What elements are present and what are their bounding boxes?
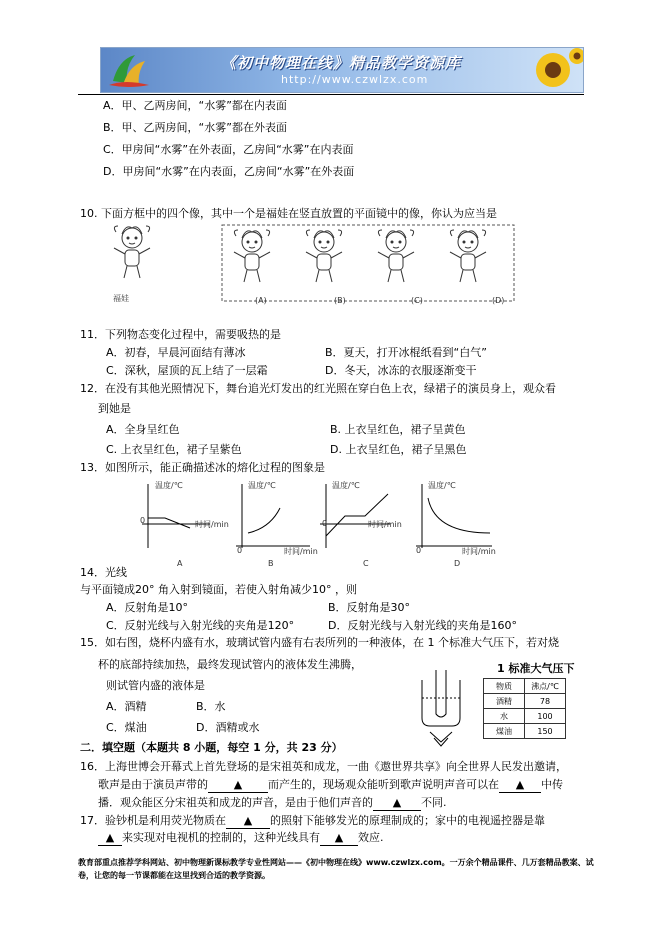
graph-b-ylabel: 温度/℃	[248, 481, 276, 490]
graph-b-xlabel: 时间/min	[284, 547, 318, 556]
q12-option-c: C. 上衣呈红色，裙子呈紫色	[106, 443, 242, 456]
q17-text: 效应.	[358, 831, 384, 844]
q14-option-c: C．反射光线与入射光线的夹角是120°	[106, 619, 295, 632]
graph-a-xlabel: 时间/min	[195, 520, 229, 529]
graph-d-xlabel: 时间/min	[462, 547, 496, 556]
q11-option-a: A．初春，早晨河面结有薄冰	[106, 346, 246, 359]
q12-stem-cont: 到她是	[98, 402, 131, 415]
graph-d-label: D	[454, 559, 461, 568]
fuwa-option-c	[378, 230, 414, 282]
q12-stem: 12．在没有其他光照情况下，舞台追光灯发出的红光照在穿白色上衣，绿裙子的演员身上，观众看	[80, 382, 556, 395]
banner-title: 《初中物理在线》精品教学资源库	[221, 54, 462, 72]
table-cell: 100	[525, 709, 566, 724]
q11-option-c: C．深秋，屋顶的瓦上结了一层霜	[106, 364, 268, 377]
table-cell: 78	[525, 694, 566, 709]
fuwa-original	[114, 226, 150, 278]
table-cell: 酒精	[484, 694, 525, 709]
logo-icon	[105, 51, 153, 89]
q16-text: 播．观众能区分宋祖英和成龙的声音，是由于他们声音的	[98, 796, 373, 809]
q15-stem-cont2: 则试管内盛的液体是	[106, 679, 205, 692]
q14-stem: 14．光线	[80, 566, 127, 579]
q16-line2	[98, 778, 563, 793]
q11-stem: 11．下列物态变化过程中，需要吸热的是	[80, 328, 281, 341]
q9-option-b: B．甲、乙两房间，“水雾”都在外表面	[103, 121, 287, 134]
q10-stem: 10. 下面方框中的四个像，其中一个是福娃在竖直放置的平面镜中的像，你认为应当是	[80, 207, 497, 220]
graph-a-label: A	[177, 559, 183, 568]
q14-stem-cont: 与平面镜成20° 角入射到镜面，若使入射角减少10° ，则	[80, 583, 357, 596]
sunflower-icon	[513, 48, 583, 92]
answer-blank[interactable]: ▲	[226, 814, 270, 829]
q15-option-b: B．水	[196, 700, 226, 713]
q12-option-b: B. 上衣呈红色，裙子呈黄色	[330, 423, 466, 436]
q9-option-a: A．甲、乙两房间，“水雾”都在内表面	[103, 99, 287, 112]
boiling-point-table	[483, 678, 566, 739]
q17-text: 17．验钞机是利用荧光物质在	[80, 814, 226, 827]
q17-line2	[98, 831, 384, 846]
q16-line1: 16．上海世博会开幕式上首先登场的是宋祖英和成龙，一曲《遨世界共享》向全世界人民发出邀请，	[80, 760, 567, 773]
answer-blank[interactable]: ▲	[208, 778, 268, 793]
graph-c-ylabel: 温度/℃	[332, 481, 360, 490]
q16-text: 中传	[541, 778, 563, 791]
q15-stem: 15．如右图，烧杯内盛有水，玻璃试管内盛有右表所列的一种液体，在 1 个标准大气压下，若对烧	[80, 636, 559, 649]
banner-url[interactable]: http://www.czwlzx.com	[281, 73, 429, 86]
q11-option-d: D．冬天，冰冻的衣服逐渐变干	[325, 364, 477, 377]
section2-heading: 二．填空题（本题共 8 小题，每空 1 分，共 23 分）	[80, 741, 343, 754]
q13-stem: 13．如图所示，能正确描述冰的熔化过程的图象是	[80, 461, 325, 474]
table-header-bp: 沸点/℃	[525, 679, 566, 694]
answer-blank[interactable]: ▲	[499, 778, 541, 793]
q14-option-a: A．反射角是10°	[106, 601, 189, 614]
q10-label-b: (B)	[334, 296, 346, 305]
q10-label-a: (A)	[255, 296, 267, 305]
beaker-testtube-figure	[418, 668, 468, 748]
q11-option-b: B．夏天，打开冰棍纸看到“白气”	[325, 346, 487, 359]
q16-line3	[98, 796, 447, 811]
q10-figure	[100, 222, 620, 312]
q9-option-c: C．甲房间“水雾”在外表面，乙房间“水雾”在内表面	[103, 143, 354, 156]
q9-option-d: D．甲房间“水雾”在内表面，乙房间“水雾”在外表面	[103, 165, 355, 178]
graph-c-origin: 0	[322, 519, 328, 528]
q14-option-d: D．反射光线与入射光线的夹角是160°	[328, 619, 517, 632]
graph-d-ylabel: 温度/℃	[428, 481, 456, 490]
header-rule	[78, 94, 584, 95]
graph-a-ylabel: 温度/℃	[155, 481, 183, 490]
table-cell: 水	[484, 709, 525, 724]
table-cell: 煤油	[484, 724, 525, 739]
graph-b-origin: 0	[237, 546, 243, 555]
fuwa-option-d	[450, 230, 486, 282]
q16-text: 不同.	[421, 796, 447, 809]
fuwa-option-a	[234, 230, 270, 282]
graph-d-origin: 0	[416, 546, 422, 555]
q16-text: 而产生的，现场观众能听到歌声说明声音可以在	[268, 778, 499, 791]
boiling-table-title: 1 标准大气压下	[497, 662, 575, 675]
q12-option-a: A．全身呈红色	[106, 423, 180, 436]
answer-blank[interactable]: ▲	[373, 796, 421, 811]
q15-option-a: A．酒精	[106, 700, 147, 713]
q15-stem-cont: 杯的底部持续加热，最终发现试管内的液体发生沸腾，	[98, 658, 362, 671]
answer-blank[interactable]: ▲	[320, 831, 358, 846]
fuwa-option-b	[306, 230, 342, 282]
graph-c-xlabel: 时间/min	[368, 520, 402, 529]
answer-blank[interactable]: ▲	[98, 831, 122, 846]
fuwa-label: 福娃	[113, 294, 129, 303]
page-footer: 教育部重点推荐学科网站、初中物理新课标教学专业性网站——《初中物理在线》www.czwlzx.com。一万余个精品课件、几万套精品教案、试卷，让您的每一节课都能在这里找到合适的教学资源。	[78, 858, 594, 880]
q17-line1	[80, 814, 545, 829]
q17-text: 来实现对电视机的控制的，这种光线具有	[122, 831, 320, 844]
table-cell: 150	[525, 724, 566, 739]
graph-c-label: C	[363, 559, 369, 568]
q16-text: 歌声是由于演员声带的	[98, 778, 208, 791]
q10-label-d: (D)	[492, 296, 505, 305]
q15-option-d: D．酒精或水	[196, 721, 260, 734]
graph-a-origin: 0	[140, 516, 146, 525]
table-header-substance: 物质	[484, 679, 525, 694]
q10-label-c: (C)	[411, 296, 423, 305]
q17-text: 的照射下能够发光的原理制成的；家中的电视遥控器是靠	[270, 814, 545, 827]
q15-option-c: C．煤油	[106, 721, 147, 734]
graph-b-label: B	[268, 559, 274, 568]
q12-option-d: D. 上衣呈红色，裙子呈黑色	[330, 443, 467, 456]
q14-option-b: B．反射角是30°	[328, 601, 411, 614]
header-banner	[100, 47, 584, 93]
